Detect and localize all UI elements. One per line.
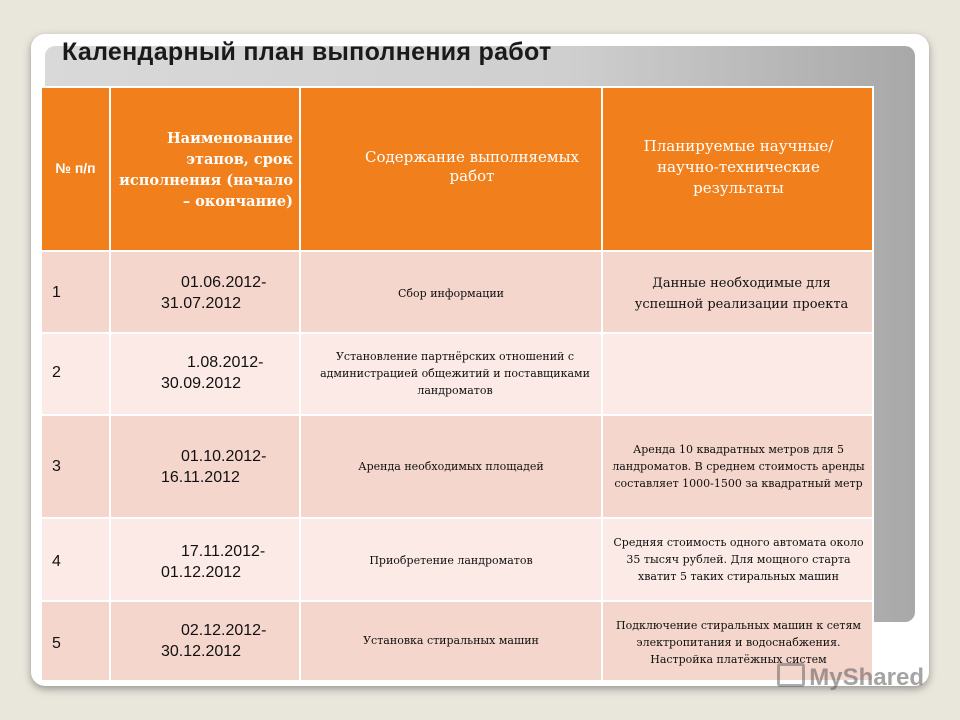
table-row: [41, 601, 873, 681]
table-row: [41, 518, 873, 601]
table-row: [41, 415, 873, 518]
row-content: Приобретение ландроматов: [300, 518, 602, 601]
row-dates: 02.12.2012- 30.12.2012: [110, 601, 300, 681]
table-header-row: [41, 87, 873, 251]
page-title: Календарный план выполнения работ: [62, 38, 552, 66]
row-result: Средняя стоимость одного автомата около 35 тысяч рублей. Для мощного старта хватит 5 таких стиральных машин: [602, 518, 873, 601]
work-plan-table: [40, 86, 874, 682]
row-content: Аренда необходимых площадей: [300, 415, 602, 518]
header-stage: Наименование этапов, срок исполнения (начало – окончание): [110, 87, 300, 251]
row-num: 3: [41, 415, 110, 518]
row-dates: 1.08.2012- 30.09.2012: [110, 333, 300, 415]
watermark-logo: MyShared: [777, 663, 924, 692]
row-num: 2: [41, 333, 110, 415]
row-num: 5: [41, 601, 110, 681]
row-result: Подключение стиральных машин к сетям электропитания и водоснабжения. Настройка платёжных систем: [602, 601, 873, 681]
row-content: Установка стиральных машин: [300, 601, 602, 681]
row-result: Данные необходимые для успешной реализации проекта: [602, 251, 873, 333]
row-dates: 17.11.2012- 01.12.2012: [110, 518, 300, 601]
header-results: Планируемые научные/научно-технические результаты: [602, 87, 873, 251]
presentation-icon: [777, 663, 805, 687]
row-content: Установление партнёрских отношений с администрацией общежитий и поставщиками ландроматов: [300, 333, 602, 415]
row-result: Аренда 10 квадратных метров для 5 ландроматов. В среднем стоимость аренды составляет 1000-1500 за квадратный метр: [602, 415, 873, 518]
row-dates: 01.06.2012- 31.07.2012: [110, 251, 300, 333]
row-num: 4: [41, 518, 110, 601]
table-row: [41, 333, 873, 415]
header-num: № п/п: [41, 87, 110, 251]
row-dates: 01.10.2012- 16.11.2012: [110, 415, 300, 518]
header-content: Содержание выполняемых работ: [300, 87, 602, 251]
row-num: 1: [41, 251, 110, 333]
table-row: [41, 251, 873, 333]
row-content: Сбор информации: [300, 251, 602, 333]
row-result: [602, 333, 873, 415]
